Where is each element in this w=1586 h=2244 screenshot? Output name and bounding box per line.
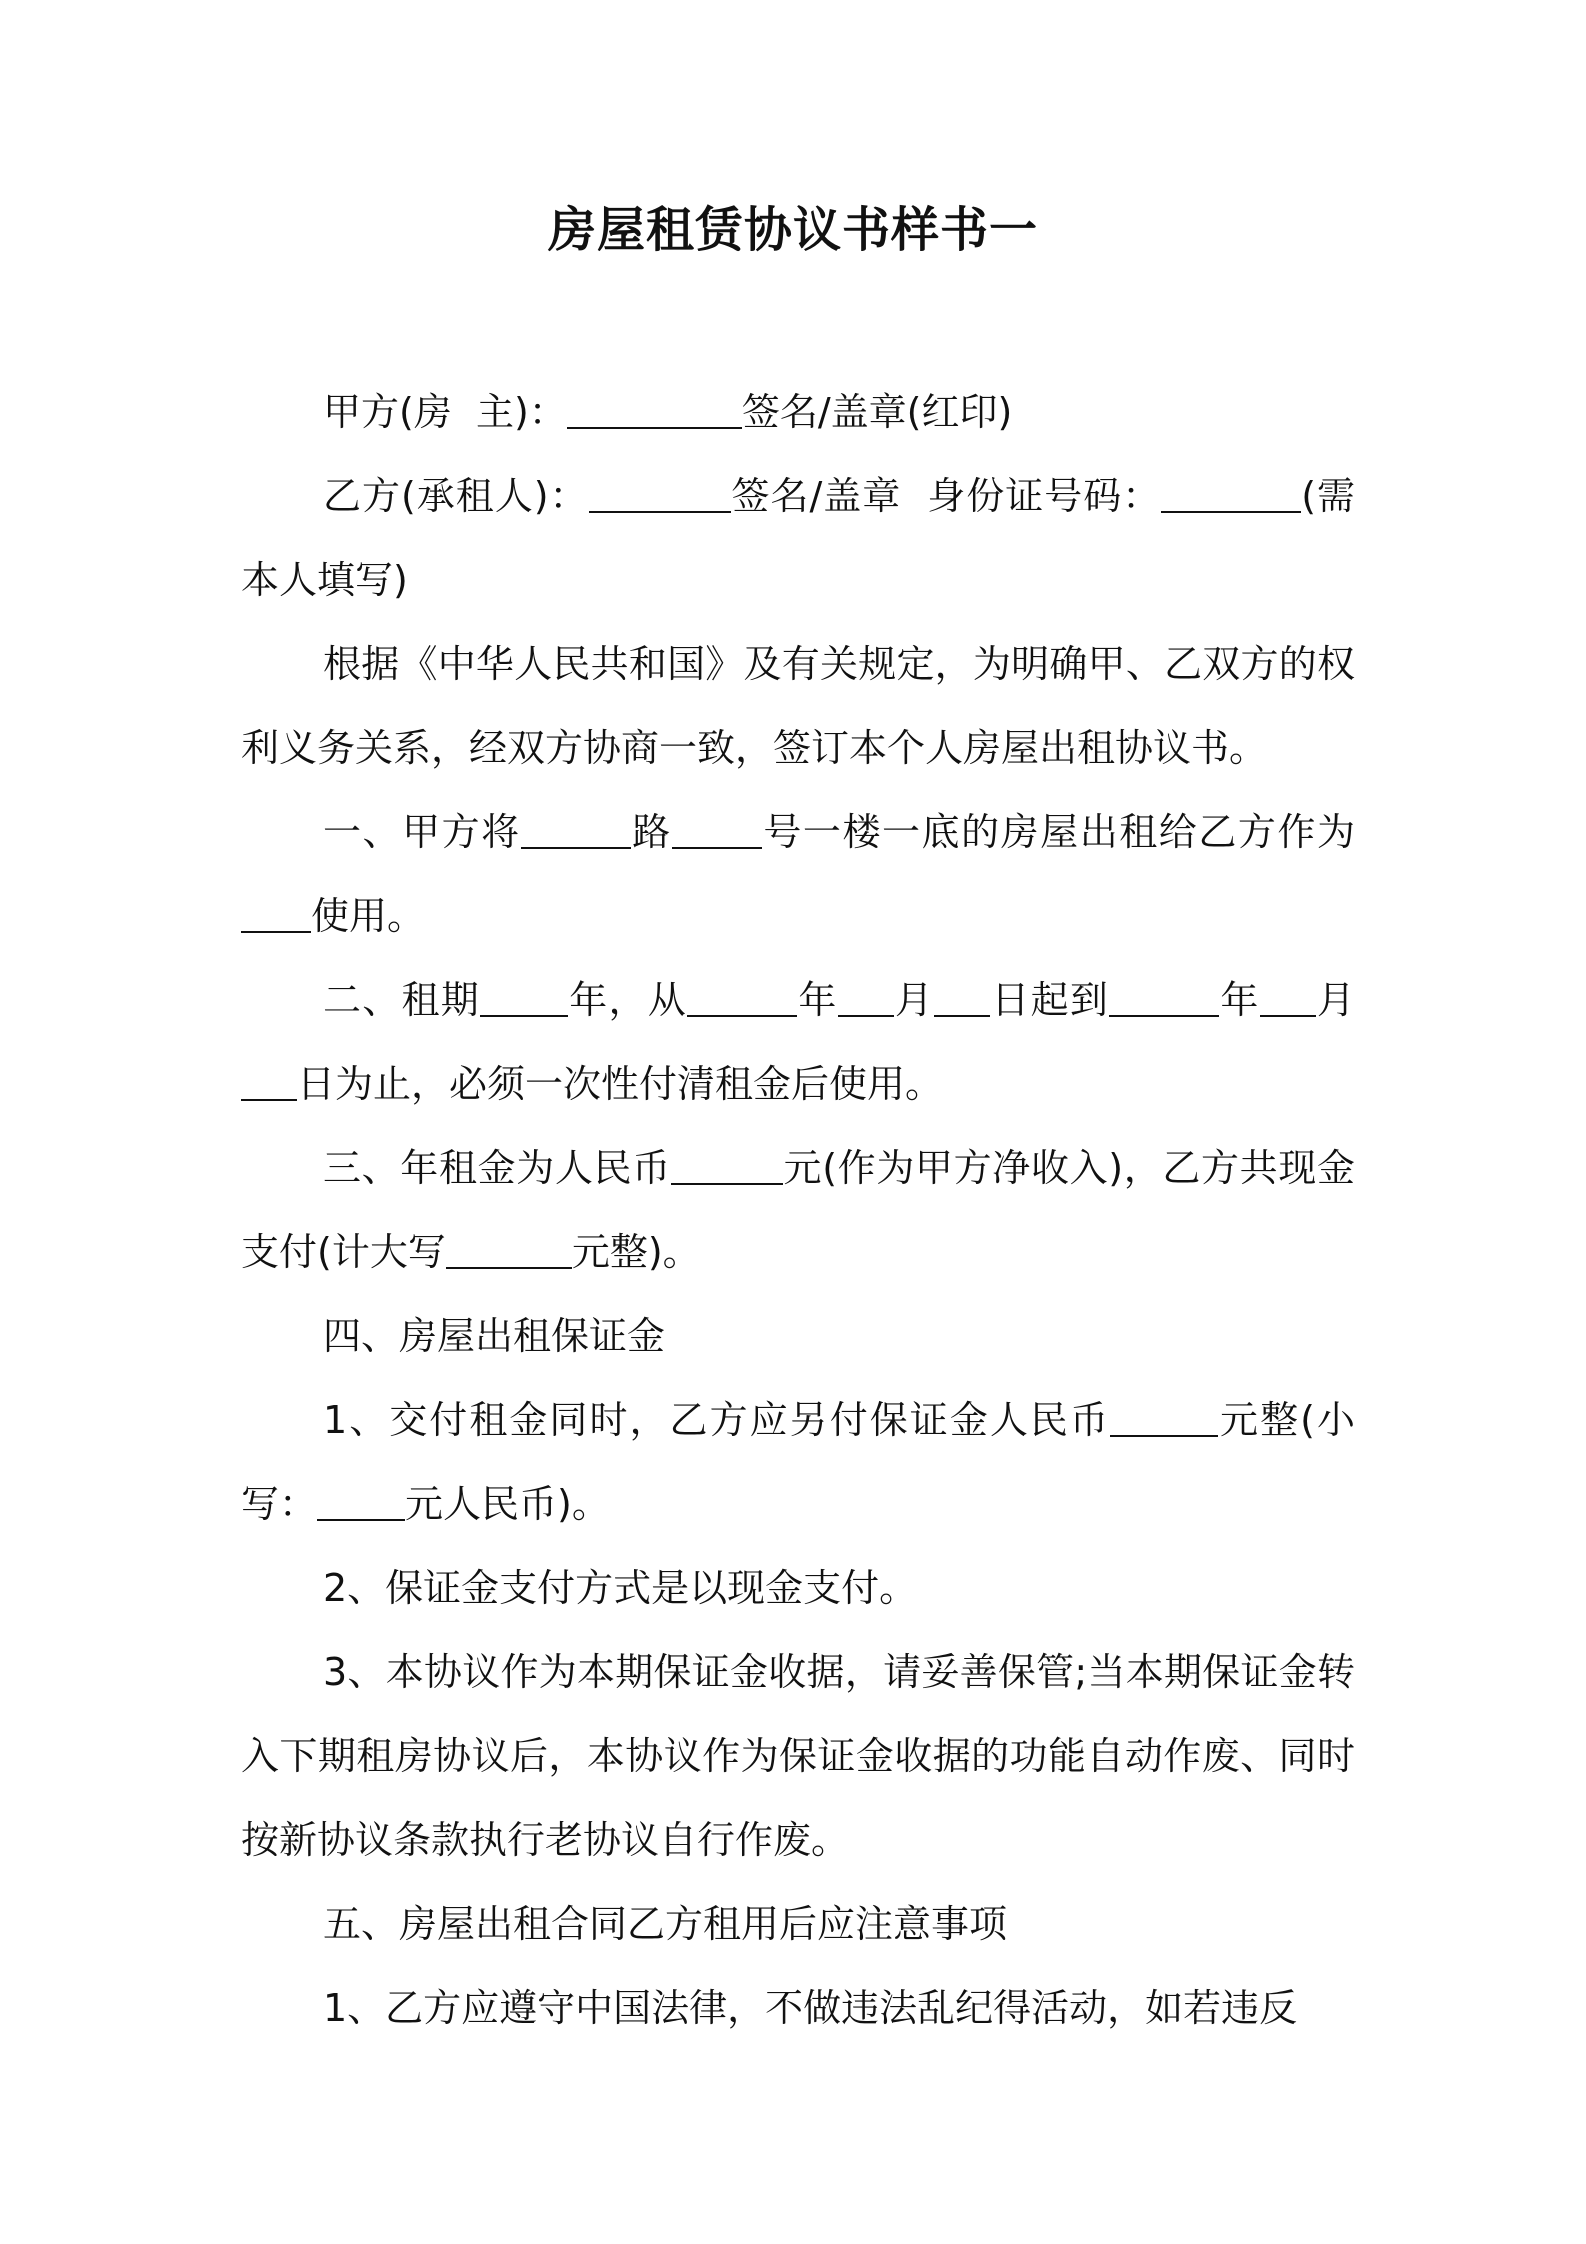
paragraph-text: 1、交付租金同时，乙方应另付保证金人民币 — [323, 1398, 1110, 1442]
page-title: 房屋租赁协议书样书一 — [547, 202, 1038, 258]
paragraph-text: 3、本协议作为本期保证金收据，请妥善保管;当本期保证金转入下期租房协议后，本协议作为保证金收据的功能自动作废、同时按新协议条款执行老协议自行作废。 — [241, 1650, 1355, 1862]
fill-in-blank-line — [1260, 981, 1316, 1017]
paragraph-text: 签名/盖章 身份证号码： — [730, 474, 1162, 518]
paragraph-text: 一、甲方将 — [323, 810, 521, 854]
paragraph-text: 日起到 — [990, 978, 1110, 1022]
fill-in-blank-line — [317, 1485, 405, 1521]
paragraph — [241, 370, 1355, 454]
paragraph-text: 三、年租金为人民币 — [323, 1146, 671, 1190]
paragraph-text: 签名/盖章(红印) — [741, 390, 1013, 434]
paragraph-text: 甲方(房 主)： — [323, 390, 567, 434]
fill-in-blank-line — [1109, 981, 1219, 1017]
fill-in-blank-line — [672, 813, 762, 849]
paragraph — [241, 1882, 1355, 1966]
paragraph — [241, 1294, 1355, 1378]
paragraph — [241, 454, 1355, 622]
paragraph-text: 四、房屋出租保证金 — [323, 1314, 666, 1358]
fill-in-blank-line — [241, 897, 311, 933]
fill-in-blank-line — [521, 813, 631, 849]
paragraph-text: 路 — [630, 810, 672, 854]
paragraph-text: 月 — [1315, 978, 1355, 1022]
fill-in-blank-line — [480, 981, 568, 1017]
paragraph-text: 使用。 — [311, 894, 426, 938]
paragraph-text: 五、房屋出租合同乙方租用后应注意事项 — [323, 1902, 1008, 1946]
paragraph — [241, 622, 1355, 790]
paragraph-text: 元(作为甲方净收入)，乙方共现金支付(计大写 — [241, 1146, 1355, 1274]
paragraph-text: 1、乙方应遵守中国法律，不做违法乱纪得活动，如若违反 — [323, 1986, 1298, 2030]
fill-in-blank-line — [1161, 477, 1301, 513]
paragraph-text: 年 — [1219, 978, 1260, 1022]
paragraph — [241, 790, 1355, 958]
paragraph — [241, 1630, 1355, 1882]
paragraph-text: 二、租期 — [323, 978, 481, 1022]
paragraph-text: 乙方(承租人)： — [323, 474, 589, 518]
document-body — [241, 370, 1355, 2050]
paragraph-text: 年，从 — [568, 978, 688, 1022]
paragraph — [241, 1546, 1355, 1630]
paragraph — [241, 1378, 1355, 1546]
fill-in-blank-line — [567, 393, 742, 429]
paragraph — [241, 1966, 1355, 2050]
paragraph-text: 2、保证金支付方式是以现金支付。 — [323, 1566, 918, 1610]
paragraph — [241, 1126, 1355, 1294]
paragraph-text: 日为止，必须一次性付清租金后使用。 — [297, 1062, 944, 1106]
paragraph-text: (需本人填写) — [241, 474, 1355, 602]
paragraph-text: 元人民币)。 — [405, 1482, 610, 1526]
paragraph-text: 元整)。 — [571, 1230, 701, 1274]
fill-in-blank-line — [838, 981, 894, 1017]
fill-in-blank-line — [687, 981, 797, 1017]
fill-in-blank-line — [241, 1065, 297, 1101]
fill-in-blank-line — [446, 1233, 572, 1269]
paragraph-text: 元整(小写： — [241, 1398, 1355, 1526]
paragraph-text: 号一楼一底的房屋出租给乙方作为 — [761, 810, 1355, 854]
fill-in-blank-line — [589, 477, 731, 513]
paragraph-text: 月 — [893, 978, 935, 1022]
fill-in-blank-line — [1110, 1401, 1218, 1437]
fill-in-blank-line — [934, 981, 990, 1017]
fill-in-blank-line — [671, 1149, 783, 1185]
paragraph-text: 根据《中华人民共和国》及有关规定，为明确甲、乙双方的权利义务关系，经双方协商一致，签订本个人房屋出租协议书。 — [241, 642, 1355, 770]
paragraph — [241, 958, 1355, 1126]
paragraph-text: 年 — [797, 978, 838, 1022]
